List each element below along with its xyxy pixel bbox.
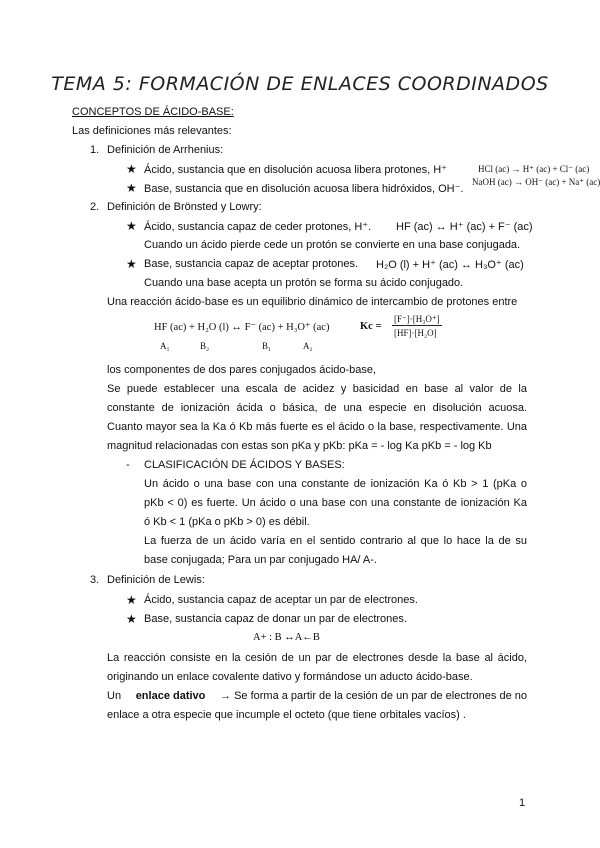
paragraph-line: Cuanto mayor sea la Ka ó Kb más fuerte es el ácido o la base, respectivamente. Una [107, 421, 527, 433]
classification-line: La fuerza de un ácido varía en el sentido contrario al que lo hace la de su [144, 535, 527, 547]
bronsted-heading: Definición de Brönsted y Lowry: [107, 201, 262, 213]
species-label: A₂ [303, 341, 313, 351]
arrhenius-heading: Definición de Arrhenius: [107, 144, 224, 156]
arrhenius-acid: Ácido, sustancia que en disolución acuosa libera protones, H⁺ [144, 164, 447, 176]
bronsted-acid-equation: HF (ac) ↔ H⁺ (ac) + F⁻ (ac) [396, 221, 533, 233]
reaction-text: Una reacción ácido-base es un equilibrio dinámico de intercambio de protones entre [107, 296, 518, 308]
lewis-text-line: originando un enlace covalente dativo y formándose un aducto ácido-base. [107, 671, 473, 683]
classification-line: Un ácido o una base con una constante de ionización Ka ó Kb > 1 (pKa o [144, 478, 527, 490]
classification-line: ó Kb < 1 (pKa o pKb > 0) es débil. [144, 516, 310, 528]
list-number-1: 1. [90, 144, 100, 156]
dative-line [107, 690, 527, 702]
arrhenius-base: Base, sustancia que en disolución acuosa libera hidróxidos, OH⁻. [144, 183, 464, 195]
lewis-acid: Ácido, sustancia capaz de aceptar un par de electrones. [144, 594, 418, 606]
arrhenius-acid-equation: HCl (ac) → H⁺ (ac) + Cl⁻ (ac) [478, 164, 590, 174]
star-bullet-icon: ★ [126, 219, 137, 233]
kc-numerator: [F⁻]·[H₃O⁺] [394, 314, 440, 324]
dash-bullet: - [126, 459, 130, 471]
dative-rest: → Se forma a partir de la cesión de un par de electrones de no [220, 690, 527, 702]
page-number: 1 [519, 797, 526, 809]
bronsted-base-equation: H₂O (l) + H⁺ (ac) ↔ H₃O⁺ (ac) [376, 259, 524, 271]
star-bullet-icon: ★ [126, 593, 137, 607]
star-bullet-icon: ★ [126, 162, 137, 176]
list-number-3: 3. [90, 574, 100, 586]
paragraph-line: magnitud relacionadas con estas son pKa y pKb: pKa = - log Ka pKb = - log Kb [107, 440, 492, 452]
dative-prefix: Un [107, 690, 122, 702]
lewis-text-line: enlace a otra especie que incumple el octeto (que tiene orbitales vacíos) . [107, 709, 466, 721]
bronsted-base: Base, sustancia capaz de aceptar protones. [144, 258, 359, 270]
species-label: B₂ [200, 341, 210, 351]
species-label: B₁ [262, 341, 272, 351]
kc-label: Kc = [360, 321, 382, 332]
paragraph-line: constante de ionización ácida o básica, de una especie en disolución acuosa. [107, 402, 527, 414]
pairs-text: los componentes de dos pares conjugados ácido-base, [107, 364, 377, 376]
lewis-base: Base, sustancia capaz de donar un par de electrones. [144, 613, 407, 625]
dative-term: enlace dativo [135, 690, 206, 702]
lewis-equation: A+ : B ↔A←B [253, 632, 320, 643]
bronsted-acid-note: Cuando un ácido pierde cede un protón se convierte en una base conjugada. [144, 239, 521, 251]
classification-line: pKb < 0) es fuerte. Un ácido o una base con una constante de ionización Ka [144, 497, 527, 509]
paragraph-line: Se puede establecer una escala de acidez y basicidad en base al valor de la [107, 383, 527, 395]
kc-denominator: [HF]·[H₂O] [394, 328, 437, 338]
classification-line: base conjugada; Para un par conjugado HA/ A-. [144, 554, 377, 566]
star-bullet-icon: ★ [126, 257, 137, 271]
bronsted-acid: Ácido, sustancia capaz de ceder protones, H⁺. [144, 221, 372, 233]
species-label: A₁ [160, 341, 170, 351]
section-heading: CONCEPTOS DE ÁCIDO-BASE: [72, 106, 234, 118]
intro-text: Las definiciones más relevantes: [72, 125, 232, 137]
page-title: TEMA 5: FORMACIÓN DE ENLACES COORDINADOS [51, 73, 549, 95]
bronsted-base-note: Cuando una base acepta un protón se forma su ácido conjugado. [144, 277, 464, 289]
list-number-2: 2. [90, 201, 100, 213]
star-bullet-icon: ★ [126, 612, 137, 626]
arrhenius-base-equation: NaOH (ac) → OH⁻ (ac) + Na⁺ (ac) [472, 177, 600, 187]
lewis-text-line: La reacción consiste en la cesión de un par de electrones desde la base al ácido, [107, 652, 527, 664]
equilibrium-equation: HF (ac) + H₂O (l) ↔ F⁻ (ac) + H₃O⁺ (ac) [154, 322, 330, 333]
classification-heading: CLASIFICACIÓN DE ÁCIDOS Y BASES: [144, 459, 345, 471]
star-bullet-icon: ★ [126, 181, 137, 195]
lewis-heading: Definición de Lewis: [107, 574, 205, 586]
